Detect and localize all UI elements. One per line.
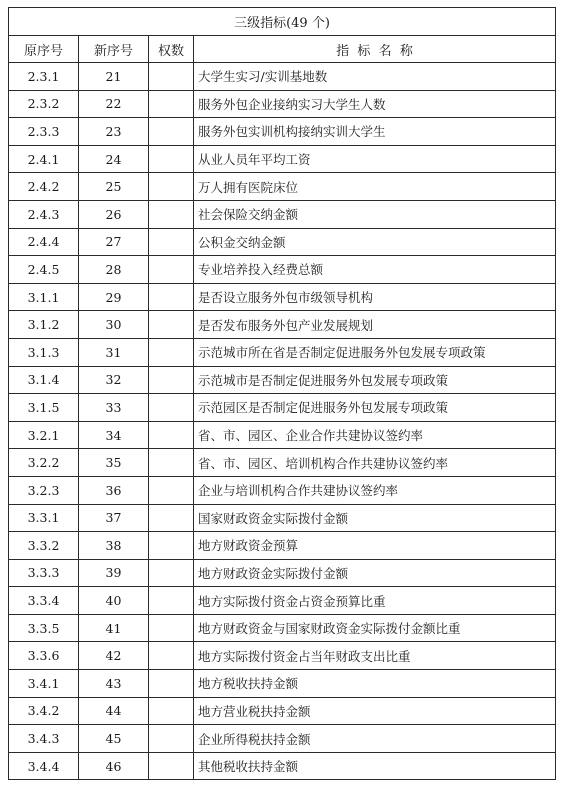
weight-cell [149, 725, 194, 753]
original-no-cell: 3.3.2 [9, 532, 79, 560]
table-row [9, 670, 556, 698]
indicator-name-cell: 省、市、园区、培训机构合作共建协议签约率 [194, 449, 556, 477]
weight-cell [149, 504, 194, 532]
table-row [9, 200, 556, 228]
new-no-cell: 28 [79, 256, 149, 284]
header-new-no: 新序号 [79, 36, 149, 63]
table-row [9, 421, 556, 449]
original-no-cell: 3.1.3 [9, 338, 79, 366]
original-no-cell: 2.3.3 [9, 118, 79, 146]
indicator-name-cell: 地方财政资金实际拨付金额 [194, 559, 556, 587]
weight-cell [149, 752, 194, 780]
new-no-cell: 22 [79, 90, 149, 118]
original-no-cell: 3.2.3 [9, 476, 79, 504]
table-row [9, 559, 556, 587]
weight-cell [149, 256, 194, 284]
indicator-name-cell: 专业培养投入经费总额 [194, 256, 556, 284]
weight-cell [149, 532, 194, 560]
weight-cell [149, 366, 194, 394]
weight-cell [149, 697, 194, 725]
original-no-cell: 2.4.3 [9, 200, 79, 228]
indicator-name-cell: 地方财政资金预算 [194, 532, 556, 560]
table-row [9, 725, 556, 753]
table-row [9, 504, 556, 532]
original-no-cell: 3.1.4 [9, 366, 79, 394]
table-row [9, 642, 556, 670]
original-no-cell: 3.2.2 [9, 449, 79, 477]
original-no-cell: 3.1.2 [9, 311, 79, 339]
indicator-table [8, 7, 556, 780]
new-no-cell: 35 [79, 449, 149, 477]
new-no-cell: 43 [79, 670, 149, 698]
table-row [9, 256, 556, 284]
original-no-cell: 2.4.4 [9, 228, 79, 256]
indicator-name-cell: 企业所得税扶持金额 [194, 725, 556, 753]
original-no-cell: 3.3.1 [9, 504, 79, 532]
table-row [9, 394, 556, 422]
table-row [9, 449, 556, 477]
indicator-name-cell: 示范城市是否制定促进服务外包发展专项政策 [194, 366, 556, 394]
table-title: 三级指标(49 个) [9, 8, 556, 36]
original-no-cell: 2.4.5 [9, 256, 79, 284]
table-row [9, 173, 556, 201]
header-weight: 权数 [149, 36, 194, 63]
new-no-cell: 32 [79, 366, 149, 394]
indicator-name-cell: 示范城市所在省是否制定促进服务外包发展专项政策 [194, 338, 556, 366]
weight-cell [149, 200, 194, 228]
header-original-no: 原序号 [9, 36, 79, 63]
original-no-cell: 3.3.5 [9, 614, 79, 642]
original-no-cell: 3.1.5 [9, 394, 79, 422]
table-row [9, 614, 556, 642]
indicator-name-cell: 地方财政资金与国家财政资金实际拨付金额比重 [194, 614, 556, 642]
indicator-name-cell: 万人拥有医院床位 [194, 173, 556, 201]
new-no-cell: 30 [79, 311, 149, 339]
new-no-cell: 34 [79, 421, 149, 449]
original-no-cell: 3.3.4 [9, 587, 79, 615]
original-no-cell: 3.3.6 [9, 642, 79, 670]
indicator-name-cell: 从业人员年平均工资 [194, 145, 556, 173]
new-no-cell: 42 [79, 642, 149, 670]
original-no-cell: 3.4.2 [9, 697, 79, 725]
weight-cell [149, 90, 194, 118]
original-no-cell: 3.4.4 [9, 752, 79, 780]
original-no-cell: 2.4.1 [9, 145, 79, 173]
weight-cell [149, 394, 194, 422]
original-no-cell: 2.3.1 [9, 63, 79, 91]
indicator-name-cell: 是否设立服务外包市级领导机构 [194, 283, 556, 311]
table-row [9, 366, 556, 394]
table-header-row [9, 36, 556, 63]
new-no-cell: 41 [79, 614, 149, 642]
original-no-cell: 3.4.3 [9, 725, 79, 753]
weight-cell [149, 228, 194, 256]
indicator-name-cell: 地方实际拨付资金占资金预算比重 [194, 587, 556, 615]
table-row [9, 338, 556, 366]
indicator-name-cell: 地方实际拨付资金占当年财政支出比重 [194, 642, 556, 670]
new-no-cell: 39 [79, 559, 149, 587]
table-row [9, 311, 556, 339]
indicator-name-cell: 示范园区是否制定促进服务外包发展专项政策 [194, 394, 556, 422]
header-indicator-name: 指 标 名 称 [194, 36, 556, 63]
weight-cell [149, 587, 194, 615]
new-no-cell: 23 [79, 118, 149, 146]
table-row [9, 90, 556, 118]
indicator-name-cell: 地方营业税扶持金额 [194, 697, 556, 725]
weight-cell [149, 283, 194, 311]
new-no-cell: 21 [79, 63, 149, 91]
table-title-row [9, 8, 556, 36]
new-no-cell: 24 [79, 145, 149, 173]
indicator-name-cell: 服务外包企业接纳实习大学生人数 [194, 90, 556, 118]
original-no-cell: 3.2.1 [9, 421, 79, 449]
indicator-name-cell: 地方税收扶持金额 [194, 670, 556, 698]
table-row [9, 118, 556, 146]
table-row [9, 752, 556, 780]
original-no-cell: 3.4.1 [9, 670, 79, 698]
original-no-cell: 3.3.3 [9, 559, 79, 587]
new-no-cell: 26 [79, 200, 149, 228]
original-no-cell: 2.4.2 [9, 173, 79, 201]
weight-cell [149, 173, 194, 201]
new-no-cell: 33 [79, 394, 149, 422]
new-no-cell: 31 [79, 338, 149, 366]
indicator-name-cell: 社会保险交纳金额 [194, 200, 556, 228]
indicator-name-cell: 其他税收扶持金额 [194, 752, 556, 780]
table-body [9, 63, 556, 780]
indicator-name-cell: 企业与培训机构合作共建协议签约率 [194, 476, 556, 504]
table-row [9, 228, 556, 256]
weight-cell [149, 642, 194, 670]
indicator-name-cell: 国家财政资金实际拨付金额 [194, 504, 556, 532]
weight-cell [149, 338, 194, 366]
new-no-cell: 44 [79, 697, 149, 725]
indicator-name-cell: 服务外包实训机构接纳实训大学生 [194, 118, 556, 146]
original-no-cell: 3.1.1 [9, 283, 79, 311]
table-row [9, 697, 556, 725]
indicator-name-cell: 是否发布服务外包产业发展规划 [194, 311, 556, 339]
new-no-cell: 37 [79, 504, 149, 532]
weight-cell [149, 670, 194, 698]
table-row [9, 283, 556, 311]
weight-cell [149, 421, 194, 449]
new-no-cell: 38 [79, 532, 149, 560]
original-no-cell: 2.3.2 [9, 90, 79, 118]
new-no-cell: 27 [79, 228, 149, 256]
new-no-cell: 45 [79, 725, 149, 753]
new-no-cell: 46 [79, 752, 149, 780]
indicator-name-cell: 公积金交纳金额 [194, 228, 556, 256]
weight-cell [149, 614, 194, 642]
new-no-cell: 36 [79, 476, 149, 504]
weight-cell [149, 145, 194, 173]
new-no-cell: 25 [79, 173, 149, 201]
indicator-name-cell: 省、市、园区、企业合作共建协议签约率 [194, 421, 556, 449]
table-row [9, 476, 556, 504]
weight-cell [149, 63, 194, 91]
weight-cell [149, 449, 194, 477]
weight-cell [149, 559, 194, 587]
weight-cell [149, 476, 194, 504]
table-row [9, 63, 556, 91]
weight-cell [149, 311, 194, 339]
new-no-cell: 29 [79, 283, 149, 311]
table-row [9, 532, 556, 560]
indicator-name-cell: 大学生实习/实训基地数 [194, 63, 556, 91]
table-row [9, 587, 556, 615]
weight-cell [149, 118, 194, 146]
table-row [9, 145, 556, 173]
new-no-cell: 40 [79, 587, 149, 615]
